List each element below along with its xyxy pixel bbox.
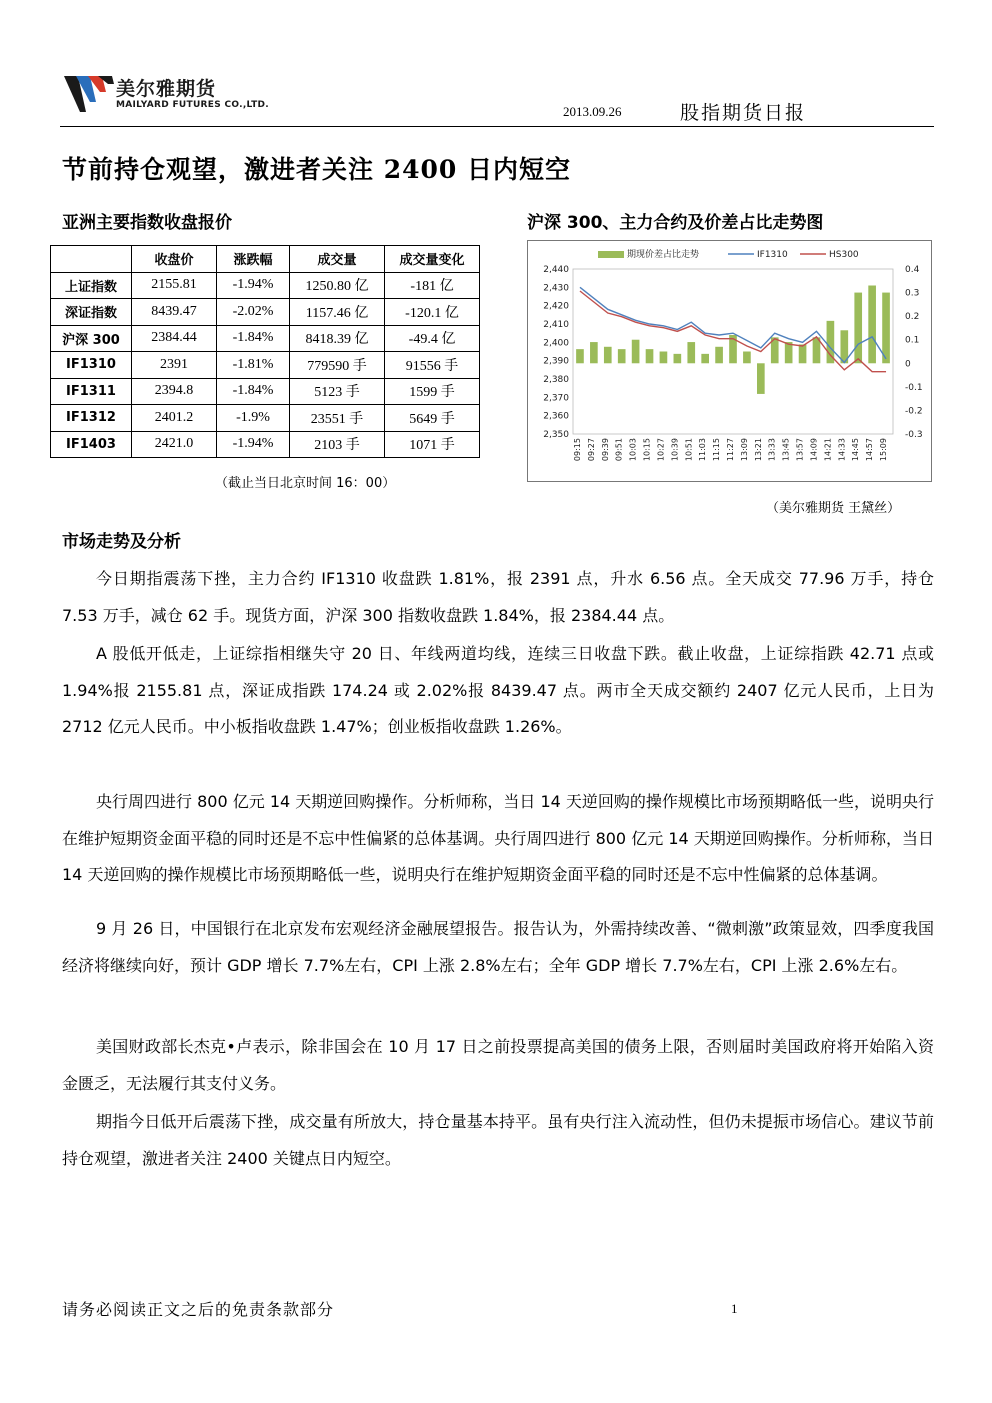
company-logo [62,72,270,118]
x-tick-label: 11:03 [698,438,708,462]
table-cell: 91556 手 [385,352,480,379]
col-header: 涨跌幅 [217,246,290,273]
spread-bar [882,293,890,364]
row-label: IF1312 [51,405,132,432]
table-row [51,299,480,326]
x-tick-label: 13:45 [781,438,791,462]
spread-bar [827,321,835,363]
x-tick-label: 13:21 [753,438,763,462]
paragraph: 期指今日低开后震荡下挫，成交量有所放大，持仓量基本持平。虽有央行注入流动性，但仍未提振市场信心。建议节前持仓观望，激进者关注 2400 关键点日内短空。 [62,1112,934,1168]
spread-bar [701,354,709,363]
left-tick-label: 2,350 [543,430,569,440]
spread-bar [646,349,654,363]
table-cell: 1250.80 亿 [290,272,385,299]
header-divider [60,126,934,127]
page-title: 节前持仓观望，激进者关注 2400 日内短空 [62,155,571,184]
chart-frame [527,240,932,482]
page-number: 1 [731,1301,738,1316]
table-cell: -120.1 亿 [385,299,480,326]
right-tick-label: -0.1 [905,382,923,393]
left-tick-label: 2,400 [543,338,569,349]
disclaimer-note: 请务必阅读正文之后的免责条款部分 [62,1300,335,1319]
spread-bar [660,352,668,364]
table-cell: -1.94% [217,431,290,458]
chart-source: （美尔雅期货 王黛丝） [766,501,901,516]
table-header-row [51,246,480,273]
paragraph: 9 月 26 日，中国银行在北京发布宏观经济金融展望报告。报告认为，外需持续改善、“微刺激”政策显效，四季度我国经济将继续向好，预计 GDP 增长 7.7%左右，CPI 上涨 2.8%左右；全年 GDP 增长 7.7%左右，CPI 上涨 2.6%左右。 [62,919,934,975]
right-tick-label: -0.2 [905,406,923,417]
col-header [51,246,132,273]
right-tick-label: 0.1 [905,335,920,346]
table-cell: -1.84% [217,325,290,352]
x-tick-label: 13:09 [739,438,749,462]
x-tick-label: 10:39 [670,438,680,462]
index-quote-table [50,245,480,458]
spread-bar [743,352,751,364]
row-label: 上证指数 [51,272,132,299]
spread-chart [528,241,933,483]
table-cell: 8439.47 [132,299,217,326]
x-tick-label: 15:09 [879,438,889,462]
table-cell: 2155.81 [132,272,217,299]
left-tick-label: 2,370 [543,393,569,404]
col-header: 收盘价 [132,246,217,273]
table-cell: 1157.46 亿 [290,299,385,326]
table-cell: 5649 手 [385,405,480,432]
report-date: 2013.09.26 [563,104,622,119]
table-cell: -1.81% [217,352,290,379]
right-tick-label: 0.4 [905,265,920,275]
table-note: （截止当日北京时间 16：00） [215,476,396,491]
legend-label: 期现价差占比走势 [627,250,700,260]
left-tick-label: 2,390 [543,356,569,367]
left-tick-label: 2,380 [543,375,569,385]
x-tick-label: 14:33 [837,438,847,462]
market-heading: 市场走势及分析 [62,532,181,552]
logo-mark-icon [62,72,114,118]
table-cell: 2384.44 [132,325,217,352]
table-heading: 亚洲主要指数收盘报价 [62,213,232,233]
x-tick-label: 14:21 [823,438,833,462]
company-name-en: MAILYARD FUTURES CO.,LTD. [116,100,270,110]
company-name-cn: 美尔雅期货 [116,78,217,100]
paragraph: 今日期指震荡下挫，主力合约 IF1310 收盘跌 1.81%，报 2391 点，升水 6.56 点。全天成交 77.96 万手，持仓 7.53 万手，减仓 62 手。现货方面，沪深 300 指数收盘跌 1.84%，报 2384.44 点。 [62,569,934,625]
spread-bar [799,344,807,363]
left-tick-label: 2,410 [543,320,569,330]
table-cell: 2421.0 [132,431,217,458]
x-tick-label: 13:57 [795,438,805,462]
table-row [51,325,480,352]
col-header: 成交量 [290,246,385,273]
paragraph: A 股低开低走，上证综指相继失守 20 日、年线两道均线，连续三日收盘下跌。截止收盘，上证综指跌 42.71 点或 1.94%报 2155.81 点，深证成指跌 174.24 或 2.02%报 8439.47 点。两市全天成交额约 2407 亿元人民币，上日为 2712 亿元人民币。中小板指收盘跌 1.47%；创业板指收盘跌 1.26%。 [62,644,934,736]
x-tick-label: 14:57 [865,438,875,462]
spread-bar [854,293,862,364]
table-cell: 8418.39 亿 [290,325,385,352]
right-tick-label: 0.3 [905,288,920,299]
table-cell: 2391 [132,352,217,379]
row-label: 深证指数 [51,299,132,326]
table-row [51,272,480,299]
table-cell: -1.9% [217,405,290,432]
spread-bar [715,347,723,364]
x-tick-label: 10:03 [628,438,638,462]
table-cell: 5123 手 [290,378,385,405]
table-row [51,431,480,458]
x-tick-label: 14:09 [809,438,819,462]
report-name: 股指期货日报 [680,102,807,124]
spread-bar [687,342,695,363]
table-row [51,352,480,379]
legend-label: IF1310 [757,250,788,260]
table-cell: -2.02% [217,299,290,326]
left-tick-label: 2,360 [543,411,569,422]
x-tick-label: 09:39 [600,438,610,462]
table-row [51,378,480,405]
table-cell: -181 亿 [385,272,480,299]
spread-bar [757,363,765,394]
table-cell: -49.4 亿 [385,325,480,352]
table-cell: -1.94% [217,272,290,299]
left-tick-label: 2,420 [543,301,569,312]
x-tick-label: 13:33 [767,438,777,462]
x-tick-label: 10:27 [656,438,666,462]
x-tick-label: 10:51 [684,438,694,462]
table-cell: -1.84% [217,378,290,405]
spread-bar [674,354,682,363]
row-label: IF1310 [51,352,132,379]
table-cell: 23551 手 [290,405,385,432]
row-label: 沪深 300 [51,325,132,352]
table-cell: 1599 手 [385,378,480,405]
spread-bar [590,342,598,363]
x-tick-label: 09:15 [572,438,582,462]
paragraph: 美国财政部长杰克•卢表示，除非国会在 10 月 17 日之前投票提高美国的债务上限，否则届时美国政府将开始陷入资金匮乏，无法履行其支付义务。 [62,1037,934,1093]
table-cell: 2401.2 [132,405,217,432]
x-tick-label: 09:27 [586,438,596,462]
x-tick-label: 09:51 [614,438,624,462]
table-cell: 2103 手 [290,431,385,458]
legend-swatch-spread [598,251,624,258]
chart-heading: 沪深 300、主力合约及价差占比走势图 [527,213,824,233]
left-tick-label: 2,440 [543,265,569,275]
row-label: IF1403 [51,431,132,458]
row-label: IF1311 [51,378,132,405]
spread-bar [785,342,793,363]
right-tick-label: -0.3 [905,430,923,440]
spread-bar [576,349,584,363]
x-tick-label: 14:45 [851,438,861,462]
x-tick-label: 11:15 [712,438,722,462]
right-tick-label: 0.2 [905,312,920,323]
spread-bar [632,340,640,364]
x-tick-label: 11:27 [726,438,735,462]
table-cell: 779590 手 [290,352,385,379]
table-cell: 1071 手 [385,431,480,458]
spread-bar [868,286,876,364]
legend-label: HS300 [829,250,859,260]
col-header: 成交量变化 [385,246,480,273]
spread-bar [604,347,612,364]
right-tick-label: 0 [905,359,911,370]
x-tick-label: 10:15 [642,438,652,462]
left-tick-label: 2,430 [543,283,569,294]
paragraph: 央行周四进行 800 亿元 14 天期逆回购操作。分析师称，当日 14 天逆回购的操作规模比市场预期略低一些，说明央行在维护短期资金面平稳的同时还是不忘中性偏紧的总体基调。央行周四进行 800 亿元 14 天期逆回购操作。分析师称，当日 14 天逆回购的操作规模比市场预期略低一些，说明央行在维护短期资金面平稳的同时还是不忘中性偏紧的总体基调。 [62,792,934,884]
table-cell: 2394.8 [132,378,217,405]
table-row [51,405,480,432]
spread-bar [618,349,626,363]
